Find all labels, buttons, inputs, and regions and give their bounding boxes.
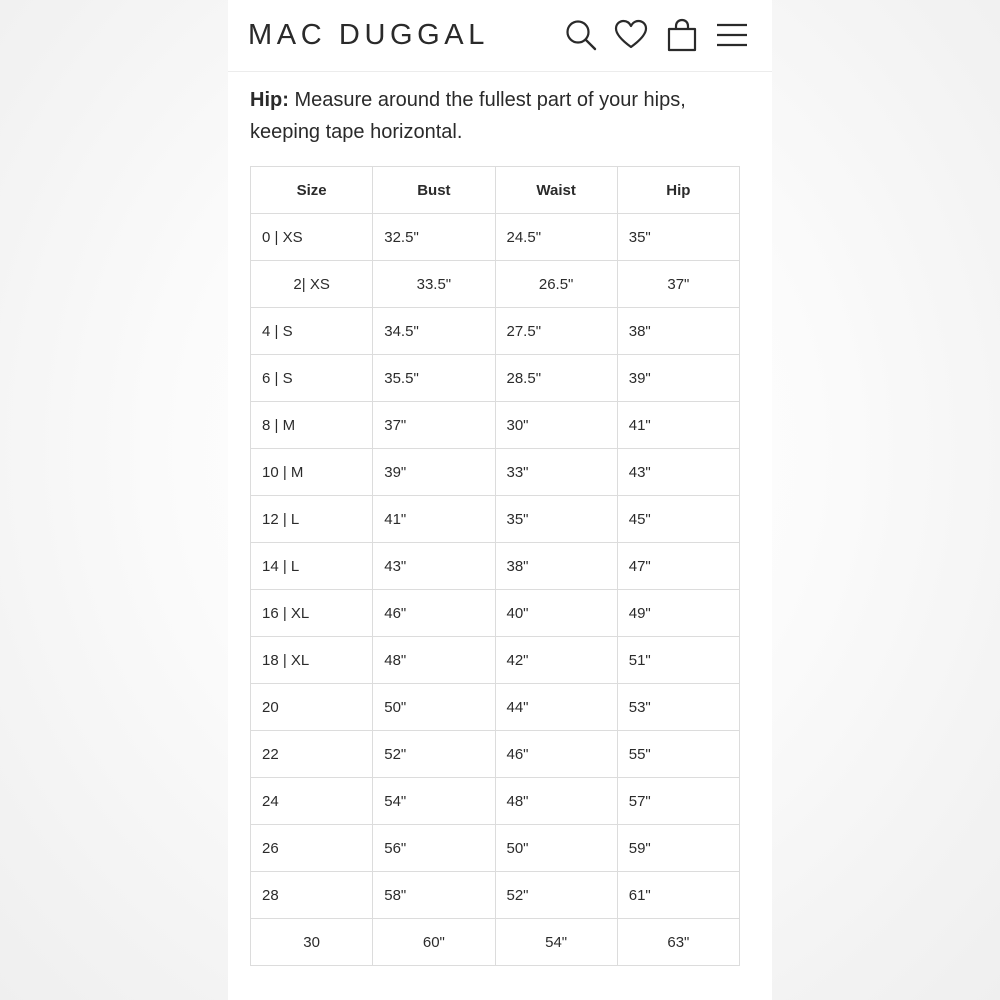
cell-bust: 56": [373, 825, 495, 872]
cell-bust: 43": [373, 543, 495, 590]
cell-bust: 34.5": [373, 308, 495, 355]
search-icon[interactable]: [564, 18, 598, 52]
cell-hip: 41": [617, 402, 739, 449]
table-row: [251, 449, 740, 496]
table-row: [251, 402, 740, 449]
cell-bust: 52": [373, 731, 495, 778]
cell-hip: 57": [617, 778, 739, 825]
cell-hip: 63": [617, 919, 739, 966]
hip-label: Hip:: [250, 89, 289, 111]
table-row: [251, 825, 740, 872]
table-row: [251, 590, 740, 637]
cell-size: 16 | XL: [251, 590, 373, 637]
cell-size: 20: [251, 684, 373, 731]
cell-bust: 32.5": [373, 214, 495, 261]
cell-waist: 54": [495, 919, 617, 966]
table-row: [251, 919, 740, 966]
cell-hip: 43": [617, 449, 739, 496]
cell-size: 8 | M: [251, 402, 373, 449]
table-row: [251, 543, 740, 590]
header-waist: Waist: [495, 167, 617, 214]
cell-waist: 48": [495, 778, 617, 825]
cell-size: 14 | L: [251, 543, 373, 590]
cell-hip: 38": [617, 308, 739, 355]
cell-bust: 46": [373, 590, 495, 637]
table-header-row: [251, 167, 740, 214]
cell-waist: 42": [495, 637, 617, 684]
cell-hip: 61": [617, 872, 739, 919]
site-header: [228, 0, 772, 72]
cell-size: 24: [251, 778, 373, 825]
cell-bust: 41": [373, 496, 495, 543]
table-row: [251, 637, 740, 684]
hip-instruction-line2: keeping tape horizontal.: [250, 121, 463, 143]
cell-size: 26: [251, 825, 373, 872]
cell-bust: 39": [373, 449, 495, 496]
hip-instruction-line1: Measure around the fullest part of your hips,: [288, 89, 686, 111]
size-table-body: [251, 214, 740, 966]
cell-hip: 59": [617, 825, 739, 872]
cell-waist: 50": [495, 825, 617, 872]
cell-size: 28: [251, 872, 373, 919]
heart-icon[interactable]: [614, 18, 648, 52]
cell-size: 18 | XL: [251, 637, 373, 684]
cell-waist: 24.5": [495, 214, 617, 261]
brand-logo[interactable]: MAC DUGGAL: [248, 19, 489, 51]
table-row: [251, 872, 740, 919]
table-row: [251, 684, 740, 731]
cell-bust: 58": [373, 872, 495, 919]
cell-hip: 49": [617, 590, 739, 637]
cell-waist: 40": [495, 590, 617, 637]
menu-icon[interactable]: [715, 18, 749, 52]
bag-icon[interactable]: [665, 18, 699, 52]
cell-waist: 52": [495, 872, 617, 919]
table-row: [251, 261, 740, 308]
cell-size: 22: [251, 731, 373, 778]
cell-hip: 47": [617, 543, 739, 590]
cell-size: 12 | L: [251, 496, 373, 543]
header-hip: Hip: [617, 167, 739, 214]
cell-waist: 46": [495, 731, 617, 778]
cell-size: 30: [251, 919, 373, 966]
table-row: [251, 731, 740, 778]
table-row: [251, 355, 740, 402]
header-size: Size: [251, 167, 373, 214]
cell-waist: 26.5": [495, 261, 617, 308]
cell-bust: 35.5": [373, 355, 495, 402]
cell-bust: 54": [373, 778, 495, 825]
cell-size: 4 | S: [251, 308, 373, 355]
cell-hip: 55": [617, 731, 739, 778]
mobile-page: [228, 0, 772, 1000]
cell-hip: 45": [617, 496, 739, 543]
cell-waist: 35": [495, 496, 617, 543]
cell-bust: 60": [373, 919, 495, 966]
cell-bust: 50": [373, 684, 495, 731]
cell-hip: 39": [617, 355, 739, 402]
cell-bust: 33.5": [373, 261, 495, 308]
cell-waist: 33": [495, 449, 617, 496]
cell-hip: 53": [617, 684, 739, 731]
cell-size: 0 | XS: [251, 214, 373, 261]
cell-waist: 30": [495, 402, 617, 449]
size-chart-table: [250, 166, 740, 966]
cell-hip: 37": [617, 261, 739, 308]
cell-bust: 48": [373, 637, 495, 684]
cell-hip: 51": [617, 637, 739, 684]
cell-size: 10 | M: [251, 449, 373, 496]
cell-waist: 28.5": [495, 355, 617, 402]
header-bust: Bust: [373, 167, 495, 214]
table-row: [251, 214, 740, 261]
cell-size: 2| XS: [251, 261, 373, 308]
cell-size: 6 | S: [251, 355, 373, 402]
cell-bust: 37": [373, 402, 495, 449]
table-row: [251, 778, 740, 825]
cell-waist: 27.5": [495, 308, 617, 355]
hip-measure-instructions: [250, 84, 720, 148]
table-row: [251, 496, 740, 543]
table-row: [251, 308, 740, 355]
cell-hip: 35": [617, 214, 739, 261]
cell-waist: 38": [495, 543, 617, 590]
cell-waist: 44": [495, 684, 617, 731]
